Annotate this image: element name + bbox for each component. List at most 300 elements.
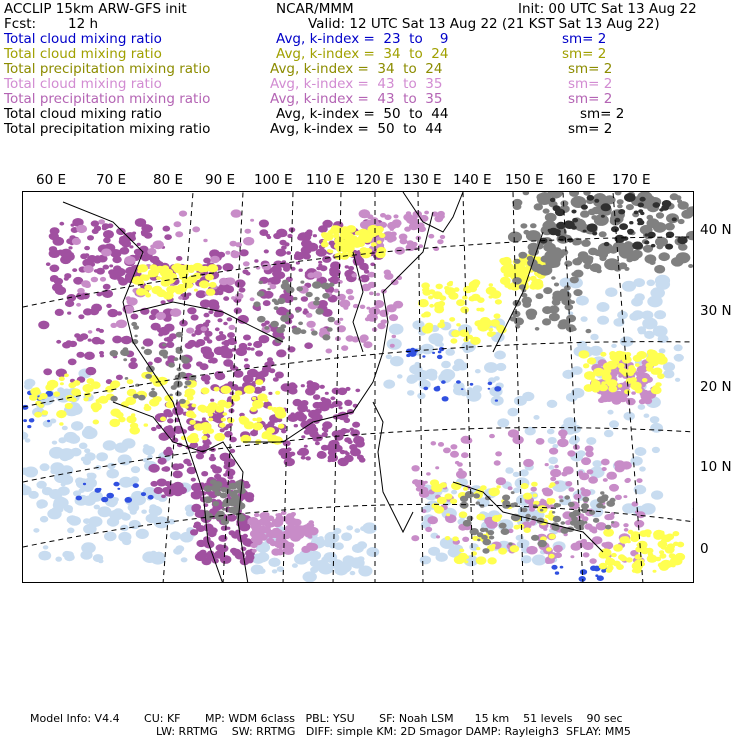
yellow-cloud-area: [217, 407, 224, 412]
longitude-label: 160 E: [557, 172, 596, 188]
light-blue-cloud-area: [639, 466, 646, 471]
light-blue-cloud-area: [566, 393, 578, 402]
light-blue-cloud-area: [635, 447, 647, 456]
light-purple-cloud-area: [496, 477, 506, 485]
yellow-cloud-area: [136, 288, 146, 296]
yellow-cloud-area: [607, 565, 614, 570]
light-purple-cloud-area: [565, 481, 572, 486]
light-purple-cloud-area: [450, 451, 459, 458]
dark-gray-cloud-area: [601, 215, 605, 218]
purple-precipitation-area: [204, 336, 210, 341]
light-blue-cloud-area: [33, 528, 39, 533]
gray-cloud-area: [267, 288, 270, 291]
gray-cloud-area: [174, 357, 179, 361]
purple-precipitation-area: [306, 423, 316, 431]
light-blue-cloud-area: [475, 369, 481, 373]
light-blue-cloud-area: [79, 443, 88, 450]
field-row: [4, 122, 738, 137]
blue-cloud-area: [125, 497, 133, 503]
gray-cloud-area: [542, 266, 549, 272]
gray-cloud-area: [596, 269, 602, 274]
light-purple-cloud-area: [428, 234, 434, 239]
light-blue-cloud-area: [360, 526, 366, 531]
yellow-cloud-area: [549, 554, 555, 559]
yellow-cloud-area: [160, 269, 170, 277]
light-purple-cloud-area: [203, 239, 207, 242]
light-blue-cloud-area: [415, 362, 421, 366]
light-purple-cloud-area: [390, 228, 394, 231]
light-blue-cloud-area: [56, 476, 63, 481]
yellow-cloud-area: [604, 374, 610, 379]
light-blue-cloud-area: [647, 280, 656, 287]
purple-precipitation-area: [215, 327, 220, 331]
light-blue-cloud-area: [414, 370, 428, 381]
yellow-cloud-area: [201, 387, 210, 394]
purple-precipitation-area: [78, 314, 84, 319]
purple-precipitation-area: [299, 269, 303, 272]
yellow-cloud-area: [130, 423, 138, 429]
yellow-cloud-area: [137, 264, 148, 272]
light-purple-cloud-area: [101, 249, 112, 257]
light-purple-cloud-area: [306, 313, 313, 318]
yellow-cloud-area: [498, 548, 507, 555]
purple-precipitation-area: [176, 256, 182, 261]
light-purple-cloud-area: [72, 238, 81, 245]
purple-precipitation-area: [84, 352, 95, 360]
purple-precipitation-area: [214, 474, 221, 480]
gray-cloud-area: [467, 516, 474, 521]
light-blue-cloud-area: [170, 531, 181, 540]
light-blue-cloud-area: [40, 463, 50, 471]
gray-cloud-area: [300, 281, 304, 284]
light-purple-cloud-area: [257, 524, 262, 528]
light-purple-cloud-area: [598, 398, 605, 403]
light-blue-cloud-area: [548, 437, 557, 444]
light-purple-cloud-area: [519, 438, 523, 441]
yellow-cloud-area: [630, 382, 641, 391]
purple-precipitation-area: [167, 418, 174, 423]
gray-cloud-area: [222, 508, 226, 511]
yellow-cloud-area: [194, 423, 204, 431]
purple-precipitation-area: [301, 435, 305, 438]
gray-cloud-area: [518, 252, 527, 259]
gray-cloud-area: [253, 301, 260, 307]
light-purple-cloud-area: [531, 487, 537, 492]
purple-precipitation-area: [332, 388, 341, 395]
light-purple-cloud-area: [424, 211, 429, 215]
gray-cloud-area: [580, 210, 590, 217]
purple-precipitation-area: [355, 389, 360, 393]
purple-precipitation-area: [306, 409, 310, 412]
blue-cloud-area: [432, 352, 435, 354]
yellow-cloud-area: [29, 394, 38, 401]
gray-cloud-area: [134, 335, 137, 338]
light-purple-cloud-area: [596, 522, 607, 530]
light-purple-cloud-area: [363, 341, 372, 348]
light-blue-cloud-area: [494, 376, 500, 381]
purple-precipitation-area: [187, 462, 192, 466]
light-blue-cloud-area: [346, 525, 353, 530]
gray-cloud-area: [327, 327, 333, 332]
yellow-cloud-area: [646, 548, 654, 554]
dark-gray-cloud-area: [555, 209, 565, 217]
field-k-index: Avg, k-index = 34 to 24: [270, 61, 443, 77]
light-purple-cloud-area: [243, 261, 250, 266]
yellow-cloud-area: [327, 249, 331, 252]
light-purple-cloud-area: [554, 465, 559, 469]
blue-cloud-area: [488, 388, 491, 390]
purple-precipitation-area: [331, 279, 335, 282]
yellow-cloud-area: [454, 287, 460, 292]
light-blue-cloud-area: [42, 488, 48, 493]
purple-precipitation-area: [208, 359, 213, 363]
light-blue-cloud-area: [652, 447, 660, 453]
yellow-cloud-area: [546, 547, 552, 551]
gray-cloud-area: [110, 396, 117, 402]
light-purple-cloud-area: [267, 515, 275, 521]
light-blue-cloud-area: [121, 513, 131, 521]
longitude-label: 70 E: [96, 172, 126, 188]
light-purple-cloud-area: [124, 256, 135, 265]
purple-precipitation-area: [118, 278, 128, 285]
purple-precipitation-area: [275, 372, 284, 379]
gray-cloud-area: [321, 283, 330, 290]
dark-gray-cloud-area: [627, 229, 634, 234]
gray-cloud-area: [120, 349, 129, 356]
light-blue-cloud-area: [383, 380, 395, 389]
purple-precipitation-area: [243, 539, 248, 543]
light-blue-cloud-area: [104, 531, 117, 541]
yellow-cloud-area: [675, 553, 685, 561]
dark-gray-cloud-area: [672, 217, 677, 221]
purple-precipitation-area: [223, 296, 229, 301]
gray-cloud-area: [489, 536, 494, 540]
purple-precipitation-area: [106, 304, 112, 308]
purple-precipitation-area: [255, 350, 263, 356]
yellow-cloud-area: [357, 231, 362, 235]
dark-gray-cloud-area: [640, 197, 646, 202]
purple-precipitation-area: [96, 328, 101, 332]
yellow-cloud-area: [152, 286, 163, 294]
light-blue-cloud-area: [24, 383, 33, 390]
light-purple-cloud-area: [393, 301, 403, 309]
gray-cloud-area: [552, 247, 557, 251]
yellow-cloud-area: [207, 264, 218, 272]
light-purple-cloud-area: [623, 523, 628, 527]
purple-precipitation-area: [117, 311, 123, 315]
gray-cloud-area: [281, 283, 291, 290]
yellow-cloud-area: [87, 378, 95, 384]
dark-gray-cloud-area: [571, 225, 577, 229]
purple-precipitation-area: [191, 314, 199, 320]
yellow-cloud-area: [549, 534, 556, 540]
yellow-cloud-area: [669, 553, 676, 558]
gray-cloud-area: [296, 310, 300, 313]
gray-cloud-area: [560, 499, 564, 502]
light-blue-cloud-area: [96, 452, 108, 461]
light-blue-cloud-area: [354, 528, 360, 533]
yellow-cloud-area: [220, 386, 231, 394]
light-purple-cloud-area: [575, 541, 585, 548]
yellow-cloud-area: [487, 557, 496, 564]
field-smoothing: sm= 2: [562, 31, 607, 47]
light-purple-cloud-area: [91, 277, 98, 283]
light-blue-cloud-area: [106, 469, 119, 479]
dark-gray-cloud-area: [638, 203, 644, 208]
light-purple-cloud-area: [536, 438, 545, 445]
light-purple-cloud-area: [178, 296, 183, 300]
yellow-cloud-area: [476, 556, 487, 564]
yellow-cloud-area: [603, 528, 614, 536]
yellow-cloud-area: [514, 525, 520, 530]
blue-cloud-area: [461, 388, 464, 390]
yellow-cloud-area: [337, 240, 347, 248]
light-purple-cloud-area: [632, 501, 639, 506]
purple-precipitation-area: [289, 382, 296, 388]
field-k-index: Avg, k-index = 50 to 44: [270, 121, 443, 137]
light-purple-cloud-area: [361, 211, 368, 216]
yellow-cloud-area: [491, 544, 495, 547]
light-purple-cloud-area: [231, 209, 242, 217]
blue-cloud-area: [27, 425, 31, 428]
purple-precipitation-area: [112, 336, 122, 344]
purple-precipitation-area: [288, 387, 297, 394]
yellow-cloud-area: [371, 242, 377, 247]
purple-precipitation-area: [234, 307, 242, 313]
light-purple-cloud-area: [540, 499, 544, 502]
yellow-cloud-area: [126, 416, 136, 424]
organization: NCAR/MMM: [276, 1, 354, 17]
yellow-cloud-area: [60, 382, 64, 385]
yellow-cloud-area: [496, 485, 500, 488]
yellow-cloud-area: [531, 482, 538, 487]
light-purple-cloud-area: [254, 513, 260, 517]
blue-cloud-area: [438, 351, 442, 354]
purple-precipitation-area: [244, 358, 248, 361]
yellow-cloud-area: [65, 403, 73, 409]
purple-precipitation-area: [195, 553, 206, 561]
gray-cloud-area: [678, 201, 689, 210]
blue-cloud-area: [441, 380, 446, 384]
light-blue-cloud-area: [532, 555, 546, 566]
light-blue-cloud-area: [644, 414, 650, 418]
field-k-index: Avg, k-index = 43 to 35: [270, 76, 443, 92]
purple-precipitation-area: [154, 487, 163, 494]
yellow-cloud-area: [673, 531, 680, 536]
light-purple-cloud-area: [495, 451, 502, 456]
yellow-cloud-area: [244, 385, 255, 394]
light-purple-cloud-area: [634, 520, 644, 528]
purple-precipitation-area: [187, 307, 196, 314]
purple-precipitation-area: [191, 504, 200, 511]
yellow-cloud-area: [646, 366, 653, 372]
gray-cloud-area: [177, 367, 182, 371]
yellow-cloud-area: [351, 242, 355, 245]
yellow-cloud-area: [448, 294, 453, 298]
light-purple-cloud-area: [458, 468, 463, 472]
purple-precipitation-area: [121, 336, 132, 345]
field-k-index: Avg, k-index = 34 to 24: [276, 46, 449, 62]
light-blue-cloud-area: [141, 510, 147, 514]
dark-gray-cloud-area: [567, 238, 573, 243]
dark-gray-cloud-area: [558, 236, 566, 242]
purple-precipitation-area: [345, 387, 350, 391]
yellow-cloud-area: [463, 487, 468, 491]
light-purple-cloud-area: [411, 465, 419, 471]
light-blue-cloud-area: [428, 372, 436, 378]
light-blue-cloud-area: [650, 423, 663, 433]
yellow-cloud-area: [624, 389, 630, 394]
yellow-cloud-area: [34, 412, 42, 418]
light-purple-cloud-area: [379, 324, 385, 328]
yellow-cloud-area: [451, 330, 460, 337]
gray-cloud-area: [654, 265, 665, 274]
light-blue-cloud-area: [663, 370, 674, 379]
dark-gray-cloud-area: [632, 242, 643, 250]
yellow-cloud-area: [642, 378, 648, 382]
purple-precipitation-area: [120, 247, 130, 255]
yellow-cloud-area: [151, 268, 156, 272]
gray-cloud-area: [131, 322, 137, 326]
yellow-cloud-area: [275, 391, 280, 395]
light-purple-cloud-area: [297, 525, 304, 531]
purple-precipitation-area: [344, 400, 352, 406]
yellow-cloud-area: [278, 424, 284, 429]
light-blue-cloud-area: [358, 566, 372, 577]
longitude-label: 100 E: [254, 172, 293, 188]
light-blue-cloud-area: [357, 556, 364, 561]
light-blue-cloud-area: [637, 326, 646, 333]
purple-precipitation-area: [259, 335, 270, 343]
light-blue-cloud-area: [334, 542, 344, 550]
longitude-label: 170 E: [612, 172, 651, 188]
gray-cloud-area: [560, 200, 568, 206]
purple-precipitation-area: [259, 229, 268, 236]
light-blue-cloud-area: [607, 410, 613, 415]
light-purple-cloud-area: [530, 520, 536, 525]
yellow-cloud-area: [510, 545, 520, 552]
dark-gray-cloud-area: [637, 218, 643, 223]
light-purple-cloud-area: [252, 549, 257, 553]
light-purple-cloud-area: [636, 478, 642, 483]
yellow-cloud-area: [435, 304, 444, 311]
purple-precipitation-area: [130, 358, 137, 363]
purple-precipitation-area: [163, 226, 171, 232]
yellow-cloud-area: [661, 535, 671, 543]
yellow-cloud-area: [461, 558, 466, 562]
light-purple-cloud-area: [307, 272, 315, 278]
yellow-cloud-area: [115, 412, 123, 419]
purple-precipitation-area: [161, 495, 166, 499]
gray-cloud-area: [258, 281, 263, 285]
light-blue-cloud-area: [547, 400, 558, 408]
forecast-value: 12 h: [68, 16, 99, 32]
light-blue-cloud-area: [586, 437, 596, 445]
purple-precipitation-area: [86, 367, 97, 375]
light-purple-cloud-area: [563, 466, 574, 474]
purple-precipitation-area: [172, 407, 183, 416]
purple-precipitation-area: [190, 529, 198, 535]
yellow-cloud-area: [177, 284, 186, 291]
purple-precipitation-area: [55, 309, 64, 316]
light-purple-cloud-area: [431, 441, 437, 445]
purple-precipitation-area: [297, 450, 304, 455]
purple-precipitation-area: [201, 347, 206, 351]
light-purple-cloud-area: [110, 323, 117, 328]
gray-cloud-area: [530, 223, 537, 228]
field-k-index: Avg, k-index = 50 to 44: [276, 106, 449, 122]
purple-precipitation-area: [217, 318, 222, 322]
light-purple-cloud-area: [125, 296, 131, 300]
yellow-cloud-area: [659, 553, 666, 558]
purple-precipitation-area: [64, 277, 69, 281]
field-row: [4, 107, 738, 122]
yellow-cloud-area: [476, 514, 485, 521]
yellow-cloud-area: [505, 277, 509, 280]
light-blue-cloud-area: [85, 452, 96, 461]
blue-cloud-area: [76, 496, 82, 501]
purple-precipitation-area: [80, 333, 89, 340]
yellow-cloud-area: [646, 356, 655, 363]
light-blue-cloud-area: [67, 508, 73, 513]
gray-cloud-area: [564, 261, 572, 267]
gray-cloud-area: [110, 350, 119, 357]
light-purple-cloud-area: [529, 507, 535, 512]
light-blue-cloud-area: [128, 503, 140, 512]
light-blue-cloud-area: [597, 316, 609, 325]
yellow-cloud-area: [429, 304, 434, 308]
light-purple-cloud-area: [550, 469, 561, 478]
yellow-cloud-area: [449, 317, 455, 322]
yellow-cloud-area: [489, 283, 493, 286]
gray-cloud-area: [552, 511, 555, 514]
yellow-cloud-area: [160, 417, 166, 422]
yellow-cloud-area: [56, 410, 67, 418]
purple-precipitation-area: [227, 332, 235, 338]
gray-cloud-area: [553, 516, 561, 523]
light-blue-cloud-area: [505, 467, 513, 474]
light-blue-cloud-area: [514, 396, 527, 406]
yellow-cloud-area: [235, 390, 242, 396]
yellow-cloud-area: [456, 323, 461, 326]
purple-precipitation-area: [53, 237, 65, 246]
light-blue-cloud-area: [256, 554, 268, 563]
light-blue-cloud-area: [28, 491, 38, 499]
gray-cloud-area: [512, 277, 522, 284]
field-name: Total precipitation mixing ratio: [4, 91, 211, 107]
purple-precipitation-area: [135, 218, 146, 227]
gray-cloud-area: [293, 297, 297, 300]
latitude-label: 20 N: [700, 379, 732, 395]
gray-cloud-area: [163, 355, 168, 359]
light-purple-cloud-area: [256, 532, 265, 539]
yellow-cloud-area: [91, 402, 102, 411]
gray-cloud-area: [549, 313, 560, 322]
purple-precipitation-area: [218, 535, 227, 542]
light-purple-cloud-area: [98, 219, 105, 224]
gray-cloud-area: [460, 496, 468, 502]
light-blue-cloud-area: [675, 378, 680, 382]
light-purple-cloud-area: [403, 214, 413, 222]
yellow-cloud-area: [459, 511, 468, 518]
purple-precipitation-area: [83, 308, 92, 315]
blue-cloud-area: [470, 383, 474, 386]
gray-cloud-area: [583, 257, 593, 265]
yellow-cloud-area: [341, 234, 348, 240]
gray-cloud-area: [277, 298, 285, 304]
latitude-label: 30 N: [700, 303, 732, 319]
header-row-1: [4, 2, 738, 17]
